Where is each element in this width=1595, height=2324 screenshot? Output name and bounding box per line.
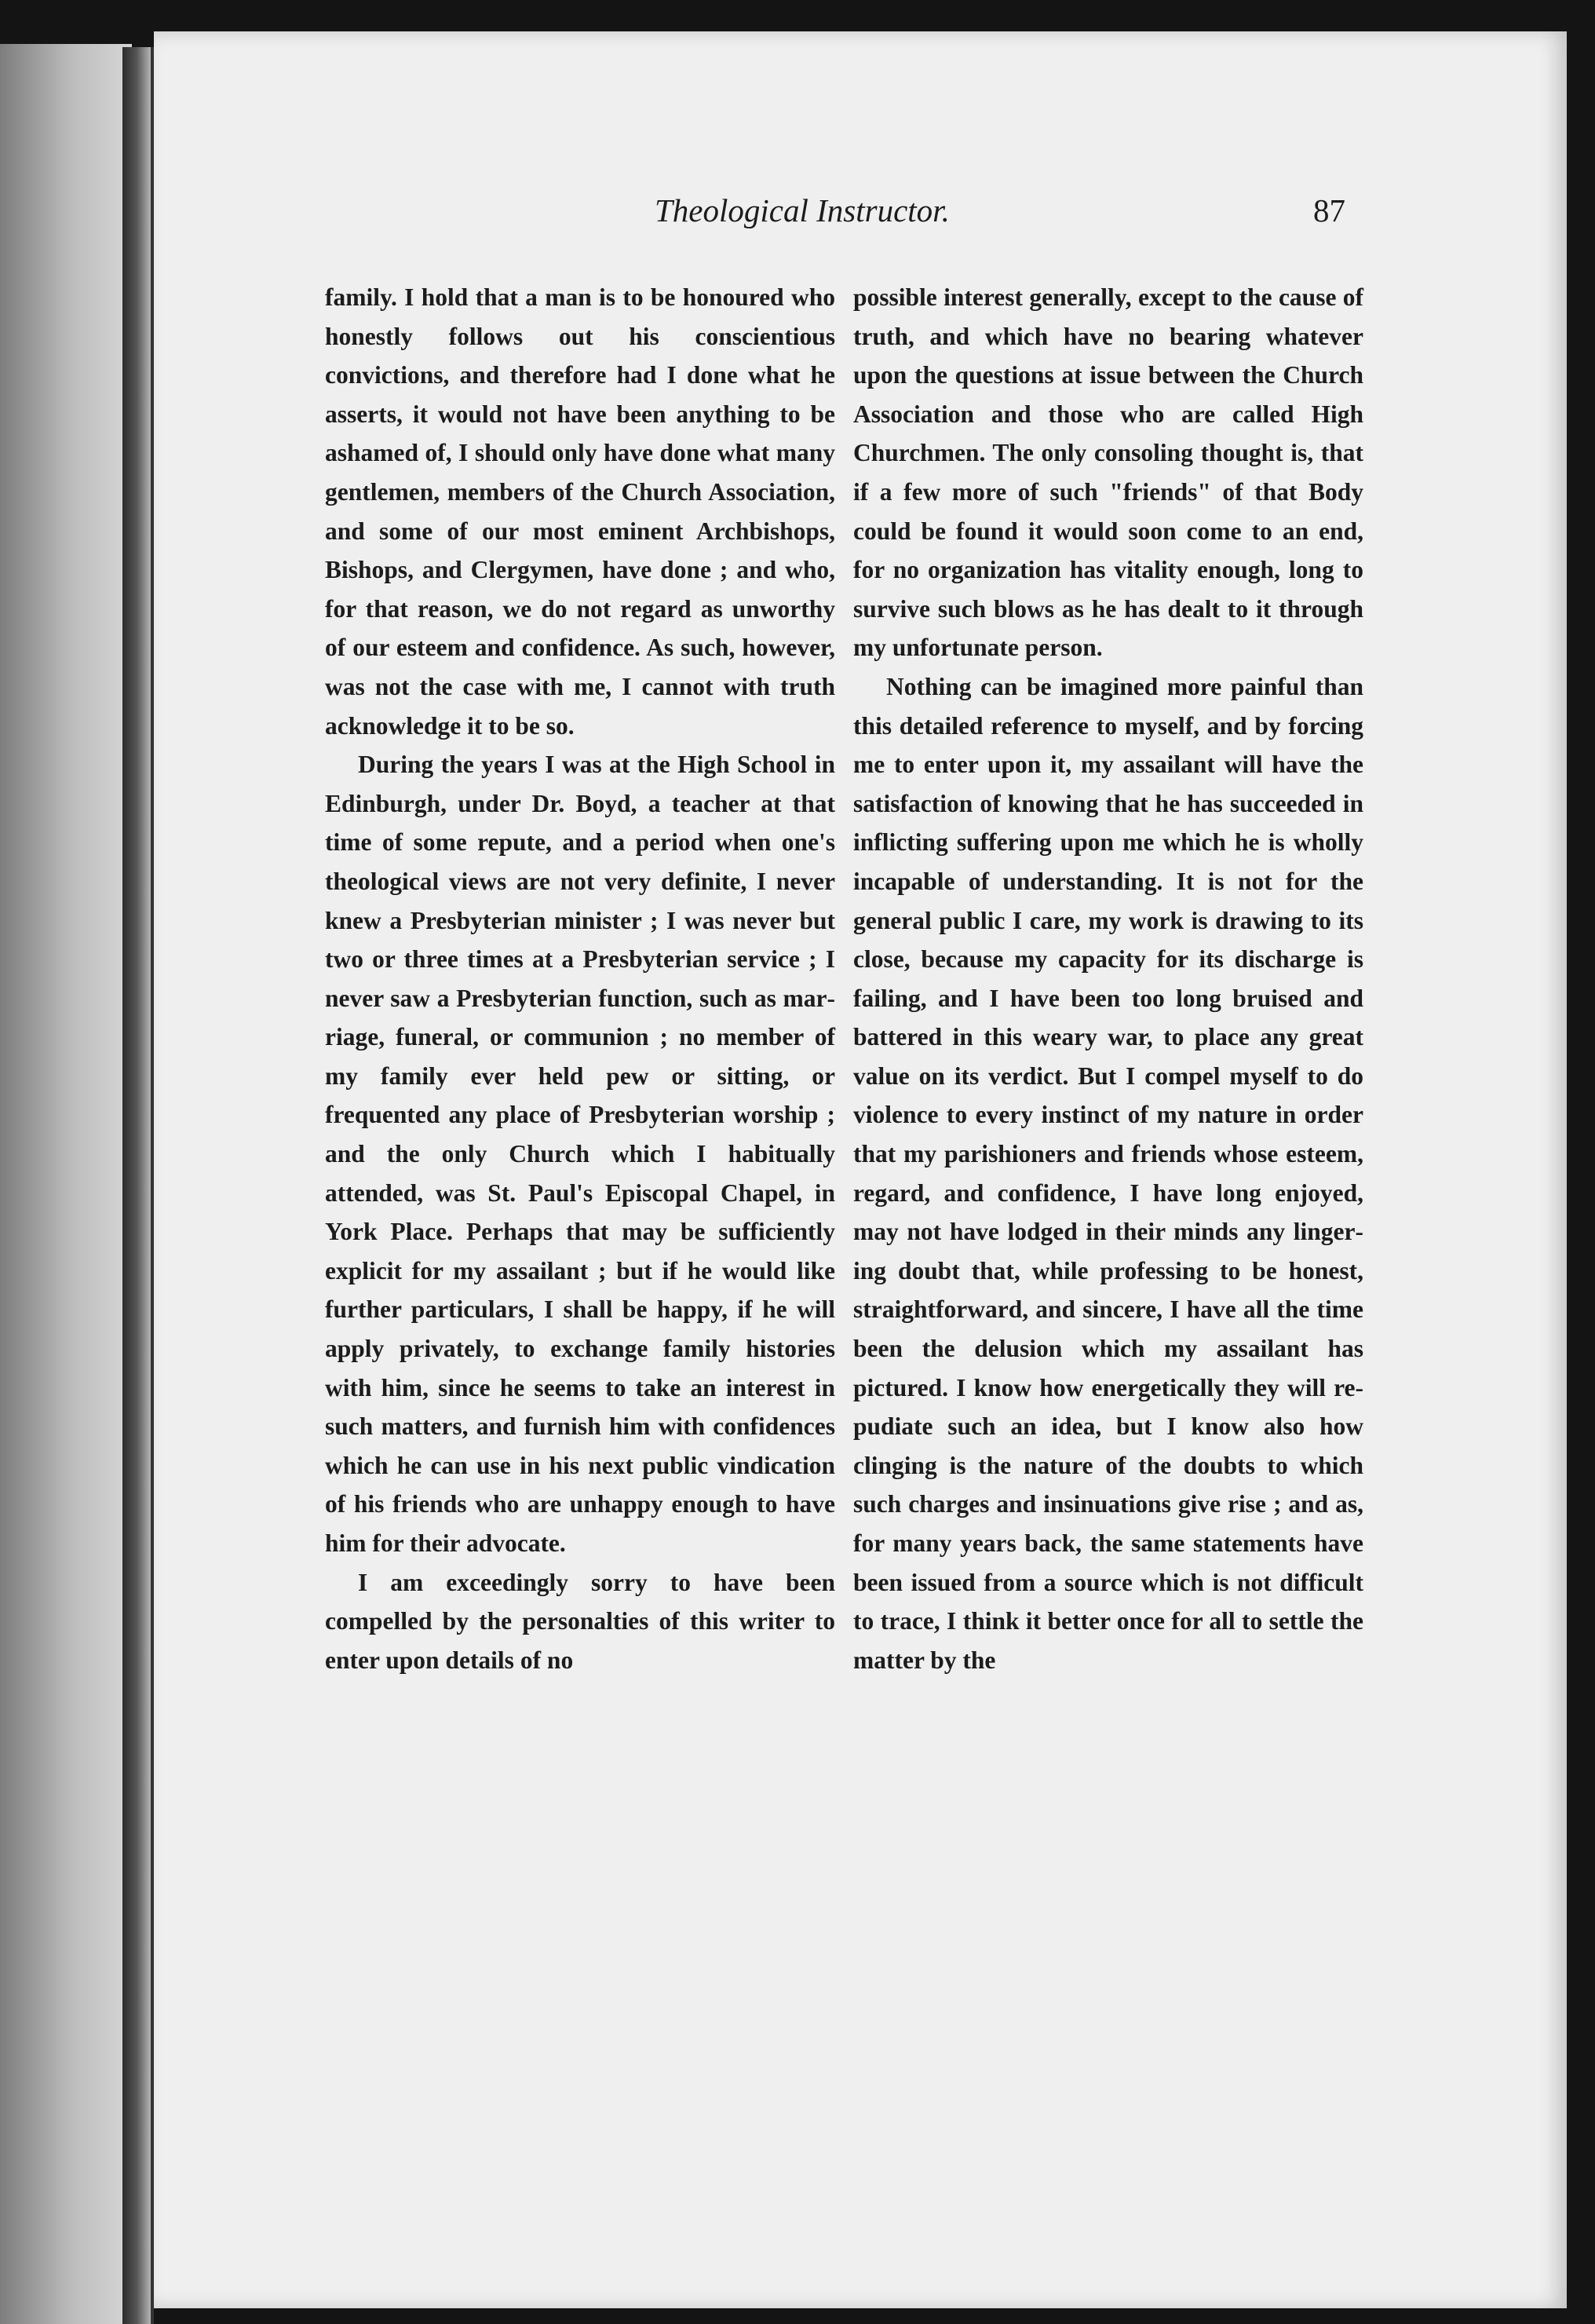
paragraph: possible interest generally, except to the cause of truth, and which have no bearing whatever upon the questions at issue between the Church Association and those who are called High Churchmen. The only consoling thought is, that if a few more of such "friends" of that Body could be found it would soon come to an end, for no organization has vitality enough, long to survive such blows as he has dealt to it through my unfortunate person. [853,283,1363,662]
paragraph: Nothing can be imagined more painful than this detailed reference to myself, and by forcing me to enter upon it, my assailant will have the satisfaction of knowing that he has succeeded in inflicting suffering upon me which he is wholly incapable of understanding. It is not for the general public I care, my work is drawing to its close, because my capacity for its discharge is failing, and I have been too long bruised and battered in this weary war, to place any great value on its verdict. But I compel myself to do violence to every instinct of my nature in order that my parishioners and friends whose esteem, regard, and confidence, I have long enjoyed, may not have lodged in their minds any lingering doubt that, while professing to be honest, straightforward, and sincere, I have all the time been the delusion which my assailant has pictured. I know how energetically they will repudiate such an idea, but I know also how clinging is the nature of the doubts to which such charges and insinuations give rise ; and as, for many years back, the same statements have been issued from a source which is not difficult to trace, I think it better once for all to settle the matter by the [853,672,1363,1674]
paragraph: I am exceedingly sorry to have been compelled by the personalties of this writer to enter upon details of no [325,1568,835,1674]
facing-page-edge [0,44,132,2324]
text-column-left [325,278,835,2005]
page-number: 87 [1313,192,1345,228]
paragraph: family. I hold that a man is to be honoured who honestly follows out his conscientious convictions, and therefore had I done what he asserts, it would not have been anything to be ashamed of, I should only have done what many gentlemen, members of the Church Association, and some of our most eminent Archbishops, Bishops, and Clergymen, have done ; and who, for that reason, we do not regard as unworthy of our esteem and confidence. As such, however, was not the case with me, I cannot with truth acknowledge it to be so. [325,283,835,740]
text-column-right [853,278,1363,2005]
running-title: Theological Instructor. [655,192,950,228]
book-gutter [122,47,154,2324]
paragraph: During the years I was at the High School in Edinburgh, under Dr. Boyd, a teacher at that time of some repute, and a period when one's theological views are not very definite, I never knew a Presbyterian minister ; I was never but two or three times at a Presbyterian service ; I never saw a Presbyterian function, such as marriage, funeral, or communion ; no member of my family ever held pew or sitting, or frequented any place of Presbyterian worship ; and the only Church which I habitually attended, was St. Paul's Episcopal Chapel, in York Place. Perhaps that may be sufficiently explicit for my assailant ; but if he would like further particulars, I shall be happy, if he will apply privately, to exchange family histories with him, since he seems to take an interest in such matters, and furnish him with confidences which he can use in his next public vindication of his friends who are unhappy enough to have him for their advocate. [325,751,835,1557]
page-header [317,168,1345,239]
